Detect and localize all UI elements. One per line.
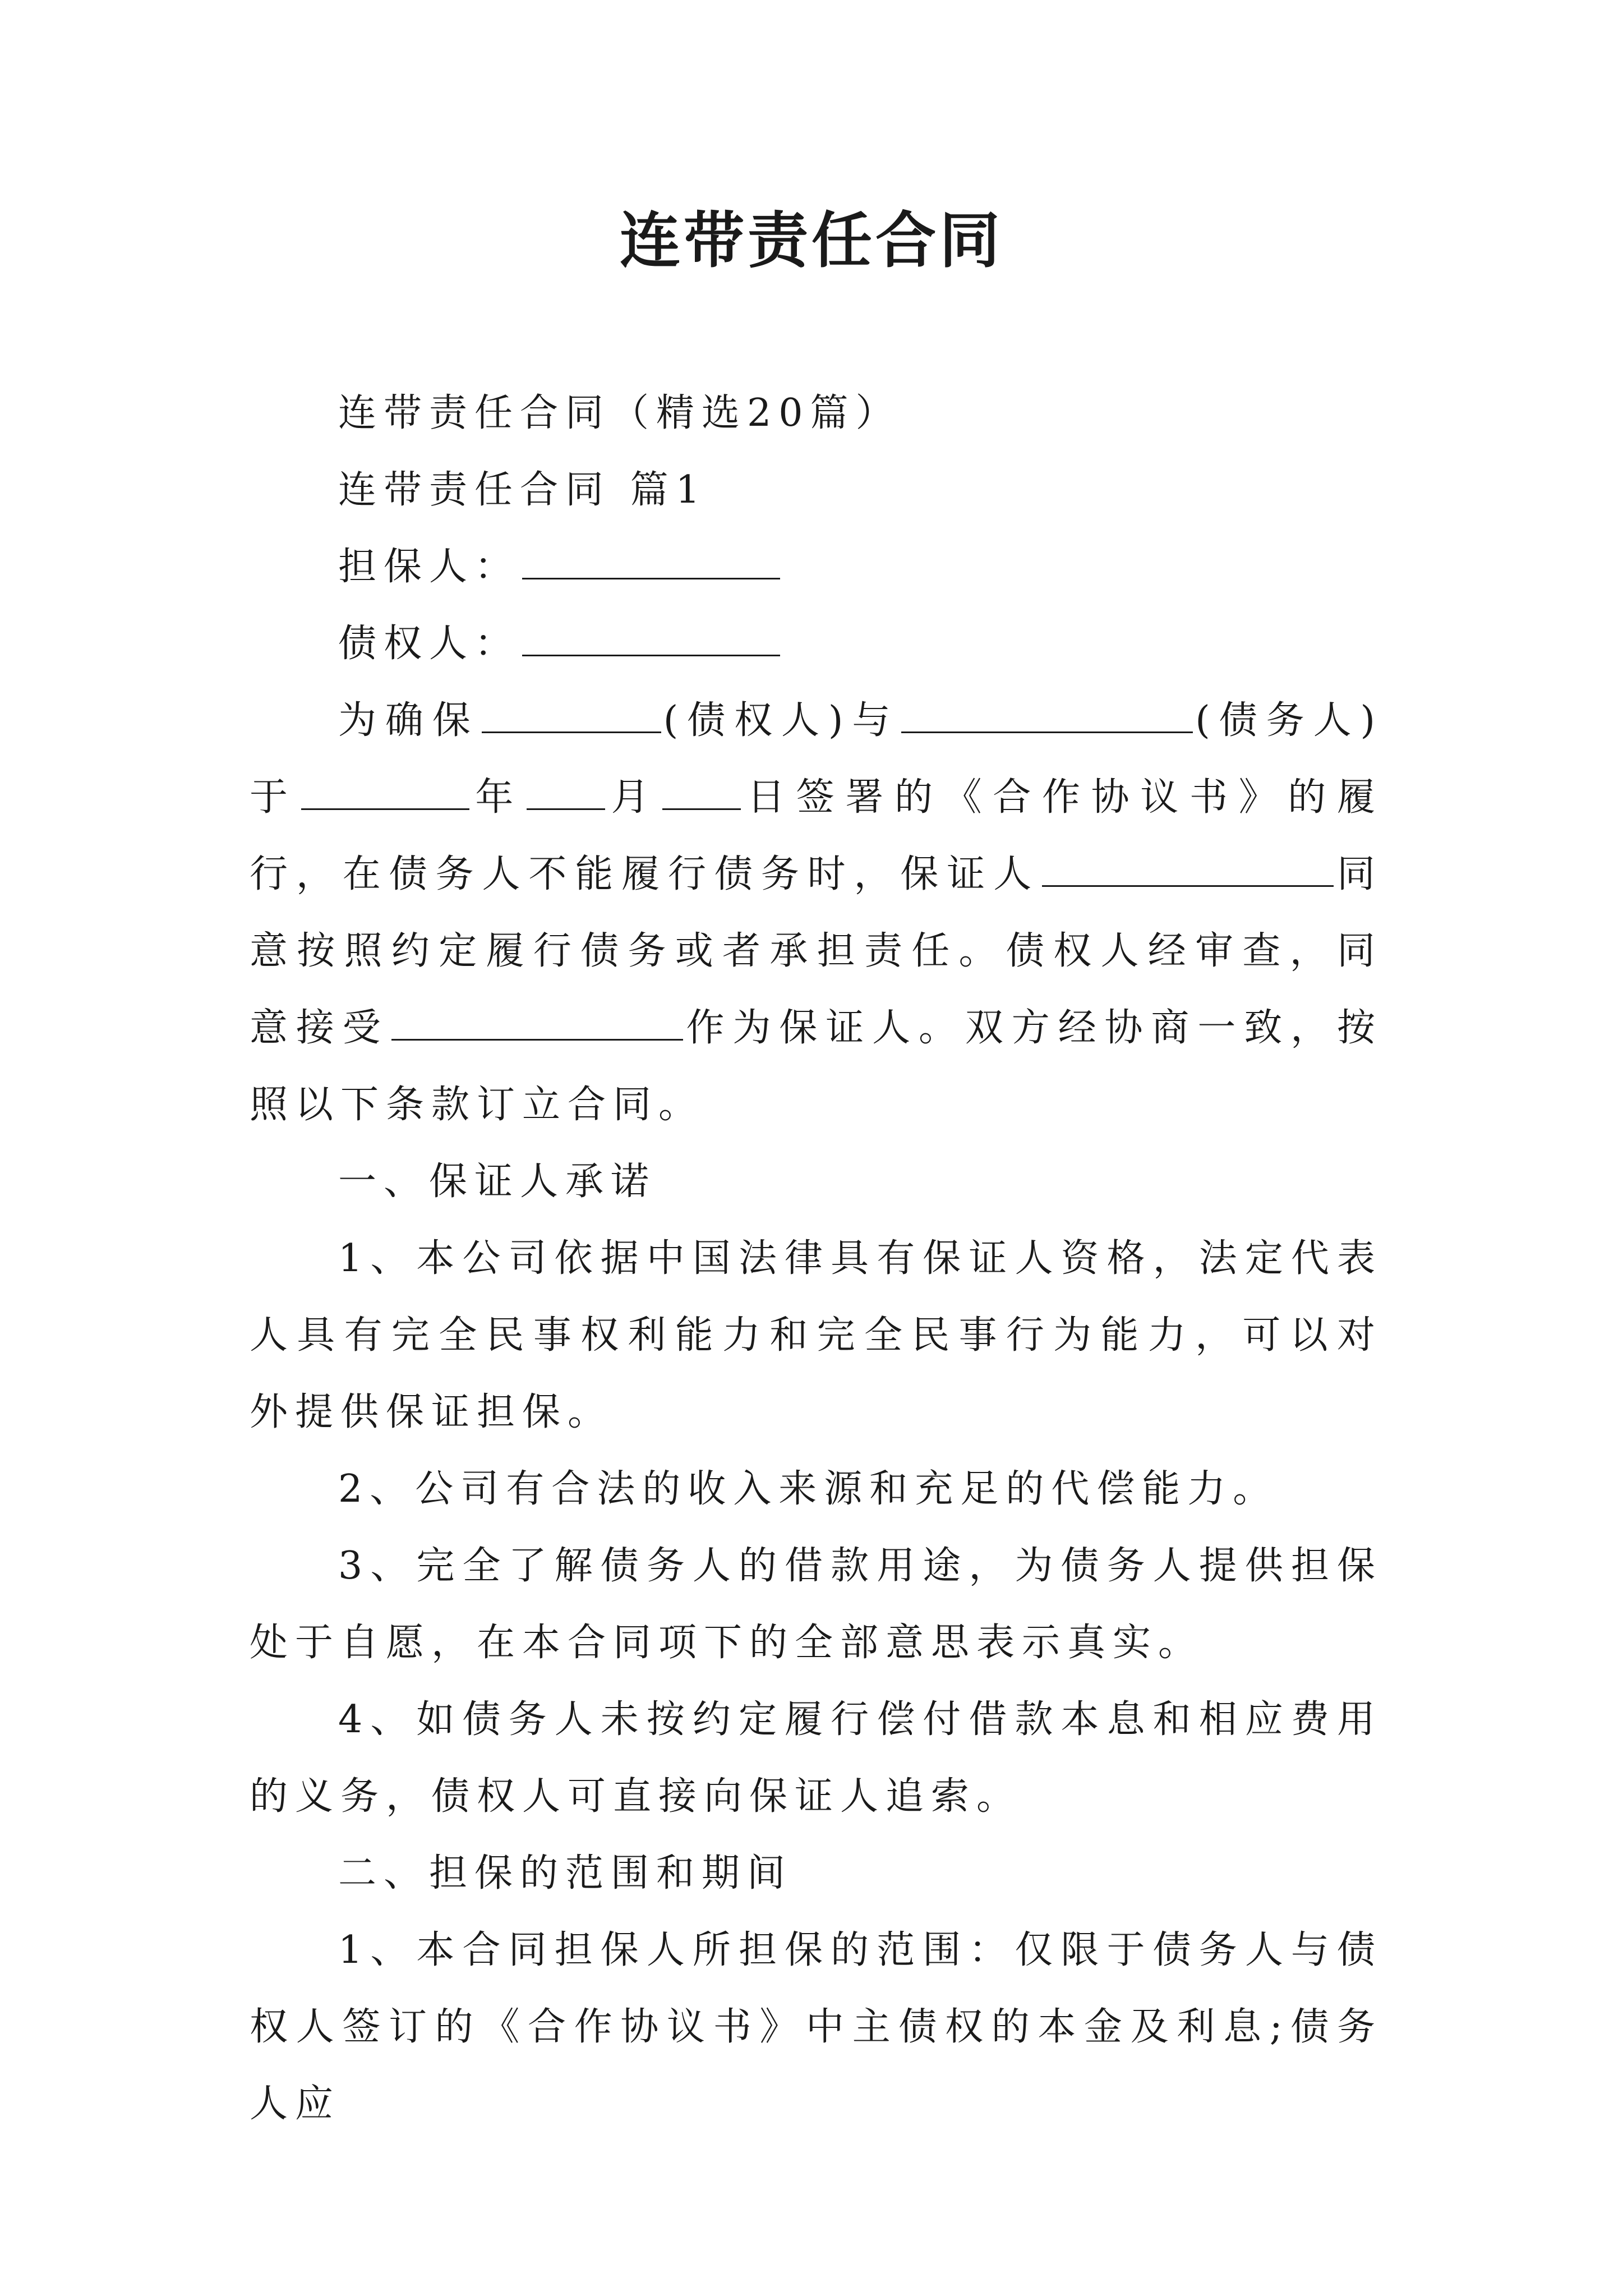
- clause-1-1: 1、本公司依据中国法律具有保证人资格，法定代表人具有完全民事权利能力和完全民事行为能力，可以对外提供保证担保。: [250, 1236, 1382, 1434]
- intro-text: 日签署的《合作协议书》的履行，在债务人不能履行债务时，保证人: [250, 775, 1382, 896]
- document-body: [250, 375, 1382, 2142]
- creditor-blank: [522, 623, 780, 656]
- creditor-name-blank: [482, 700, 661, 733]
- guarantor-line: [250, 528, 1382, 605]
- clause-1-4: 4、如债务人未按约定履行偿付借款本息和相应费用的义务，债权人可直接向保证人追索。: [250, 1697, 1382, 1819]
- intro-text: 月: [607, 775, 661, 820]
- guarantor-name-blank: [1042, 854, 1334, 887]
- creditor-label: 债权人：: [338, 622, 520, 666]
- intro-text: 同意按照约定履行债务或者承担责任。债权人经审查，同意接受: [250, 852, 1382, 1050]
- month-blank: [527, 777, 605, 810]
- intro-text: 年: [471, 775, 524, 820]
- guarantor-accepted-blank: [391, 1007, 683, 1041]
- clause-1-3: 3、完全了解债务人的借款用途，为债务人提供担保处于自愿，在本合同项下的全部意思表示真实。: [250, 1544, 1382, 1665]
- guarantor-label: 担保人：: [338, 545, 520, 589]
- document-subtitle: 连带责任合同（精选20篇）: [338, 391, 901, 435]
- intro-text: (债务人)于: [250, 698, 1383, 820]
- day-blank: [662, 777, 741, 810]
- heading-guarantor-commitment: 一、保证人承诺: [338, 1159, 657, 1204]
- intro-paragraph: [250, 682, 1382, 1143]
- debtor-name-blank: [901, 700, 1193, 733]
- intro-text: 为确保: [338, 698, 479, 743]
- intro-text: (债权人)与: [663, 698, 900, 743]
- creditor-line: [250, 605, 1382, 682]
- clause-1-2: 2、公司有合法的收入来源和充足的代偿能力。: [338, 1467, 1279, 1511]
- intro-text: 作为保证人。双方经协商一致，按照以下条款订立合同。: [250, 1006, 1382, 1127]
- document-title: 连带责任合同: [619, 206, 1003, 276]
- clause-2-1: 1、本合同担保人所担保的范围：仅限于债务人与债权人签订的《合作协议书》中主债权的本金及利息;债务人应: [250, 1928, 1382, 2126]
- year-blank: [301, 777, 469, 810]
- guarantor-blank: [522, 546, 780, 579]
- heading-scope-and-period: 二、担保的范围和期间: [338, 1851, 793, 1895]
- section-heading: 连带责任合同 篇1: [338, 468, 707, 512]
